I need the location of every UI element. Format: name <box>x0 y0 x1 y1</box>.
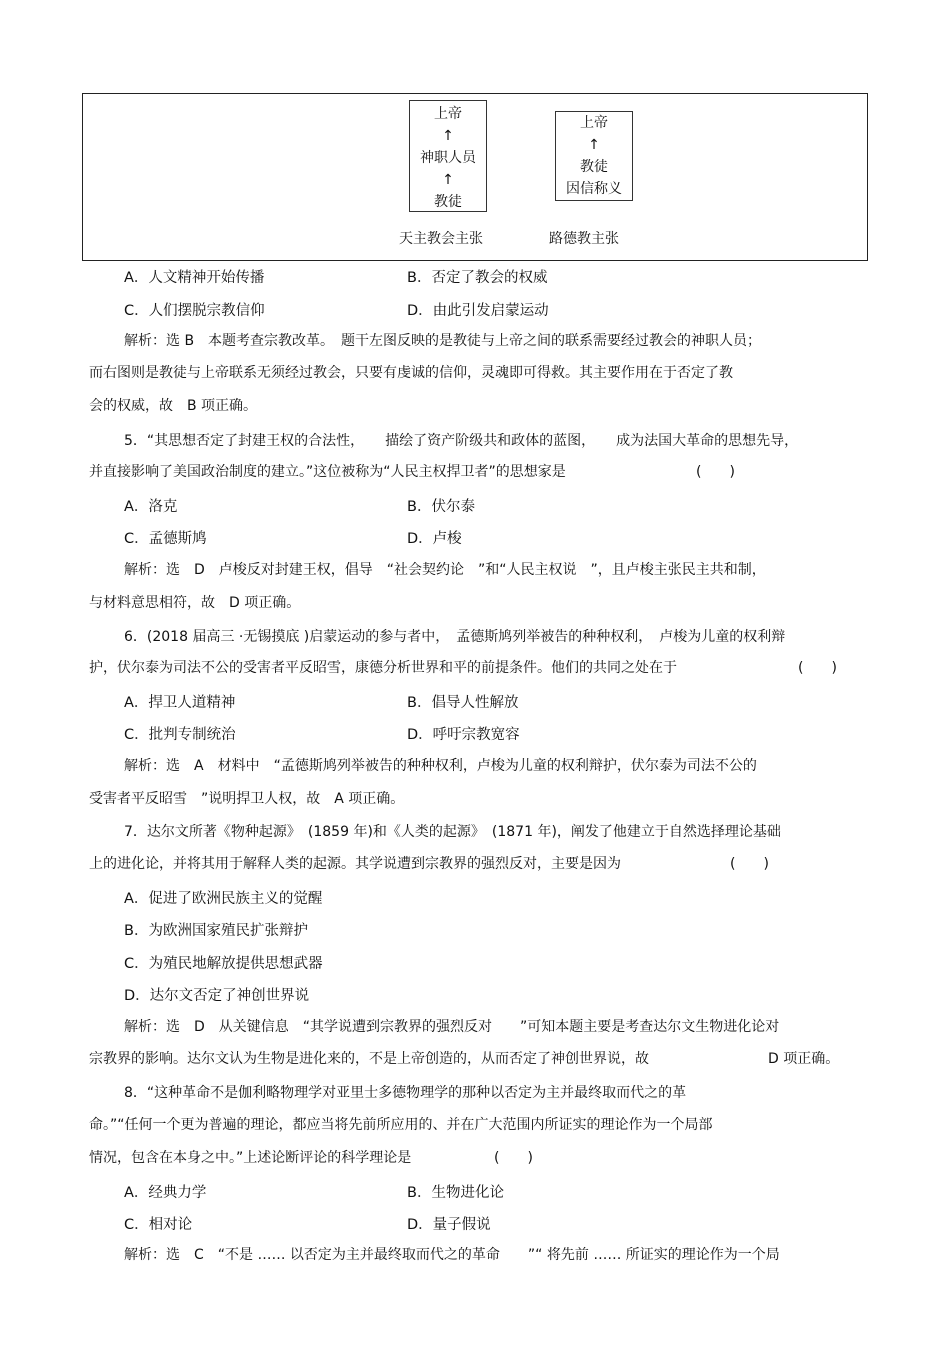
q4-analysis-line: 会的权威，故 B 项正确。 <box>89 398 258 414</box>
up-arrow-icon: ↑ <box>442 128 454 144</box>
q7-option-a: A．促进了欧洲民族主义的觉醒 <box>124 891 323 907</box>
catholic-hierarchy-box <box>409 100 487 212</box>
q7-answer-bracket: ( ) <box>730 856 769 872</box>
q6-analysis-line: 受害者平反昭雪 ”说明捍卫人权，故 A 项正确。 <box>89 791 405 807</box>
q6-option-c: C．批判专制统治 <box>124 727 236 743</box>
q8-answer-bracket: ( ) <box>494 1150 533 1166</box>
q8-option-d: D．量子假说 <box>407 1217 491 1233</box>
lutheran-box <box>555 111 633 201</box>
q7-stem-line: 上的进化论，并将其用于解释人类的起源。其学说遭到宗教界的强烈反对，主要是因为 <box>89 856 621 872</box>
q8-stem-line: 8．“这种革命不是伽利略物理学对亚里士多德物理学的那种以否定为主并最终取而代之的革 <box>124 1085 687 1101</box>
q8-stem-line: 情况，包含在本身之中。”上述论断评论的科学理论是 <box>89 1150 412 1166</box>
box-line: 因信称义 <box>566 181 622 197</box>
q8-stem-line: 命。”“任何一个更为普遍的理论，都应当将先前所应用的、并在广大范围内所证实的理论作为一个局部 <box>89 1117 713 1133</box>
q4-option-b: B．否定了教会的权威 <box>407 270 548 286</box>
box-line: 上帝 <box>434 106 462 122</box>
q4-option-c: C．人们摆脱宗教信仰 <box>124 303 265 319</box>
q4-analysis-line: 解析：选 B 本题考查宗教改革。 题干左图反映的是教徒与上帝之间的联系需要经过教会的神职人员； <box>124 333 762 349</box>
q6-stem-line: 护，伏尔泰为司法不公的受害者平反昭雪，康德分析世界和平的前提条件。他们的共同之处在于 <box>89 660 677 676</box>
q8-option-b: B．生物进化论 <box>407 1185 504 1201</box>
q6-option-b: B．倡导人性解放 <box>407 695 519 711</box>
q6-analysis-line: 解析：选 A 材料中 “孟德斯鸠列举被告的种种权利，卢梭为儿童的权利辩护，伏尔泰为司法不公的 <box>124 758 757 774</box>
right-caption: 路德教主张 <box>549 231 619 247</box>
diagram-frame <box>82 93 868 261</box>
q5-option-a: A．洛克 <box>124 499 178 515</box>
q8-analysis-line: 解析：选 C “不是 …… 以否定为主并最终取而代之的革命 ”“ 将先前 …… 所证实的理论作为一个局 <box>124 1247 780 1263</box>
left-caption: 天主教会主张 <box>399 231 483 247</box>
up-arrow-icon: ↑ <box>588 137 600 153</box>
box-line: 教徒 <box>434 194 462 210</box>
q5-analysis-line: 与材料意思相符，故 D 项正确。 <box>89 595 301 611</box>
box-line: 上帝 <box>580 115 608 131</box>
q7-analysis-line: 解析：选 D 从关键信息 “其学说遭到宗教界的强烈反对 ”可知本题主要是考查达尔文生物进化论对 <box>124 1019 780 1035</box>
box-line: 教徒 <box>580 159 608 175</box>
q4-analysis-line: 而右图则是教徒与上帝联系无须经过教会，只要有虔诚的信仰，灵魂即可得救。其主要作用在于否定了教 <box>89 365 733 381</box>
q4-option-a: A．人文精神开始传播 <box>124 270 265 286</box>
q6-option-a: A．捍卫人道精神 <box>124 695 236 711</box>
q5-option-d: D．卢梭 <box>407 531 462 547</box>
q5-stem-line: 并直接影响了美国政治制度的建立。”这位被称为“人民主权捍卫者”的思想家是 <box>89 464 566 480</box>
q5-answer-bracket: ( ) <box>696 464 735 480</box>
q6-answer-bracket: ( ) <box>798 660 837 676</box>
q7-analysis-line: D 项正确。 <box>768 1051 840 1067</box>
q5-stem-line: 5．“其思想否定了封建王权的合法性， 描绘了资产阶级共和政体的蓝图， 成为法国大革命的思想先导， <box>124 433 799 449</box>
q7-stem-line: 7．达尔文所著《物种起源》 (1859 年)和《人类的起源》 (1871 年)，阐发了他建立于自然选择理论基础 <box>124 824 781 840</box>
q7-option-b: B．为欧洲国家殖民扩张辩护 <box>124 923 308 939</box>
up-arrow-icon: ↑ <box>442 172 454 188</box>
q6-option-d: D．呼吁宗教宽容 <box>407 727 520 743</box>
q5-option-b: B．伏尔泰 <box>407 499 475 515</box>
q5-analysis-line: 解析：选 D 卢梭反对封建王权，倡导 “社会契约论 ”和“人民主权说 ”，且卢梭主张民主共和制， <box>124 562 766 578</box>
q4-option-d: D．由此引发启蒙运动 <box>407 303 549 319</box>
box-line: 神职人员 <box>420 150 476 166</box>
q8-option-a: A．经典力学 <box>124 1185 207 1201</box>
q5-option-c: C．孟德斯鸠 <box>124 531 207 547</box>
q7-analysis-line: 宗教界的影响。达尔文认为生物是进化来的，不是上帝创造的，从而否定了神创世界说，故 <box>89 1051 649 1067</box>
q6-stem-line: 6．(2018 届高三 ·无锡摸底 )启蒙运动的参与者中， 孟德斯鸠列举被告的种种权利， 卢梭为儿童的权利辩 <box>124 629 786 645</box>
q7-option-c: C．为殖民地解放提供思想武器 <box>124 956 323 972</box>
q8-option-c: C．相对论 <box>124 1217 193 1233</box>
q7-option-d: D．达尔文否定了神创世界说 <box>124 988 310 1004</box>
